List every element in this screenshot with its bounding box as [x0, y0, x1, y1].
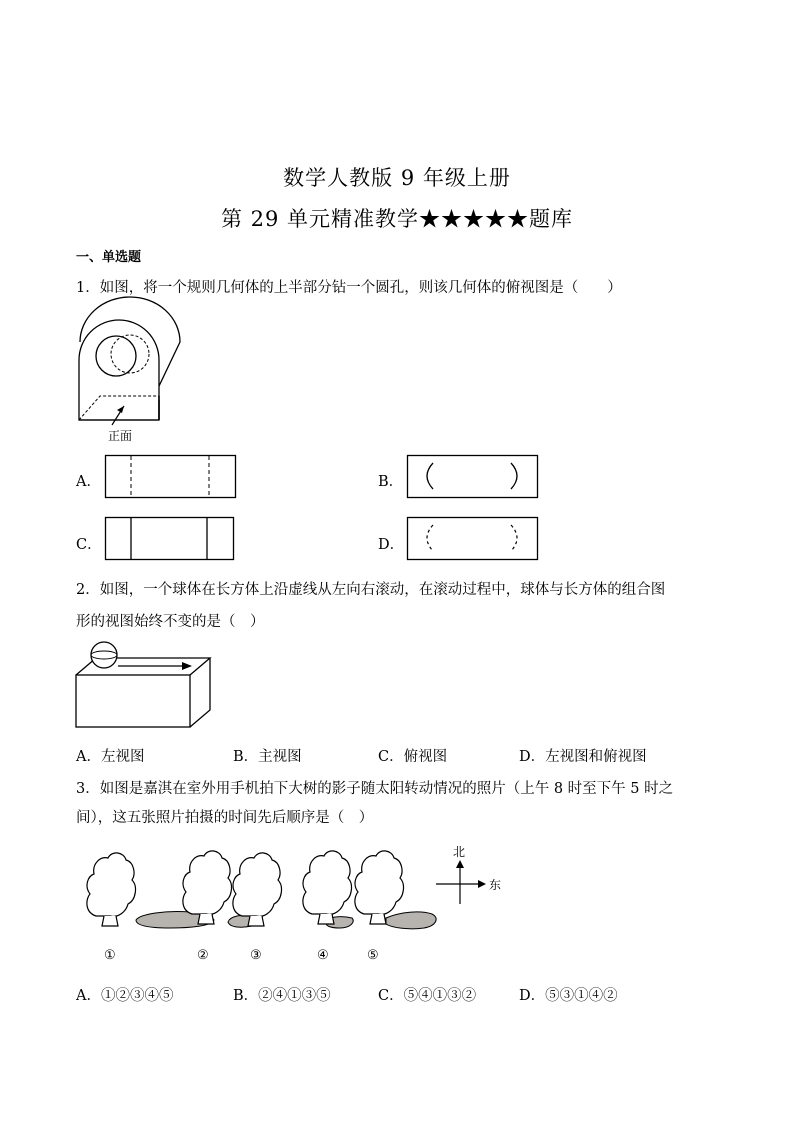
page-subtitle: 第 29 单元精准教学★★★★★题库 — [220, 207, 574, 231]
tree-5 — [355, 851, 436, 929]
question-1-text: 1．如图，将一个规则几何体的上半部分钻一个圆孔，则该几何体的俯视图是（ ） — [76, 280, 622, 296]
photo-label-2: ② — [197, 948, 209, 963]
q1-option-c-figure[interactable] — [105, 517, 237, 561]
photo-label-4: ④ — [317, 948, 329, 963]
q3-option-a[interactable]: A．①②③④⑤ — [76, 988, 174, 1004]
q1-option-d-figure[interactable] — [407, 517, 539, 561]
photo-label-1: ① — [104, 948, 116, 963]
section-heading: 一、单选题 — [76, 250, 142, 265]
q3-tree-shadow-figure — [80, 840, 520, 970]
compass-north-label: 北 — [453, 845, 466, 859]
q1-option-d-label[interactable]: D． — [378, 537, 405, 553]
page-title: 数学人教版 9 年级上册 — [283, 166, 511, 190]
q2-option-d[interactable]: D．左视图和俯视图 — [519, 749, 647, 765]
q2-option-c[interactable]: C．俯视图 — [378, 749, 448, 765]
photo-label-3: ③ — [250, 948, 262, 963]
q3-option-d[interactable]: D．⑤③①④② — [519, 988, 618, 1004]
q2-option-a[interactable]: A．左视图 — [76, 749, 145, 765]
q3-option-c[interactable]: C．⑤④①③② — [378, 988, 477, 1004]
question-3-text-line1: 3．如图是嘉淇在室外用手机拍下大树的影子随太阳转动情况的照片（上午 8 时至下午 5 时之 — [76, 781, 674, 797]
q2-figure — [74, 640, 214, 732]
q1-option-a-label[interactable]: A． — [76, 474, 101, 490]
compass — [436, 845, 501, 904]
photo-label-5: ⑤ — [367, 948, 379, 963]
q1-option-b-label[interactable]: B． — [378, 474, 404, 490]
q1-option-a-figure[interactable] — [105, 455, 237, 499]
tree-3 — [228, 853, 281, 927]
q1-option-b-figure[interactable] — [407, 455, 539, 499]
tree-2 — [136, 851, 231, 928]
q1-option-c-label[interactable]: C． — [76, 537, 102, 553]
front-face-label: 正面 — [108, 429, 133, 443]
q1-solid-figure — [70, 300, 180, 450]
tree-1 — [87, 853, 136, 926]
q3-option-b[interactable]: B．②④①③⑤ — [233, 988, 331, 1004]
tree-4 — [303, 851, 353, 928]
question-2-text-line2: 形的视图始终不变的是（ ） — [76, 614, 265, 630]
compass-east-label: 东 — [489, 878, 502, 892]
q2-option-b[interactable]: B．主视图 — [233, 749, 302, 765]
question-2-text-line1: 2．如图，一个球体在长方体上沿虚线从左向右滚动，在滚动过程中，球体与长方体的组合图 — [76, 582, 666, 598]
question-3-text-line2: 间），这五张照片拍摄的时间先后顺序是（ ） — [76, 810, 374, 826]
